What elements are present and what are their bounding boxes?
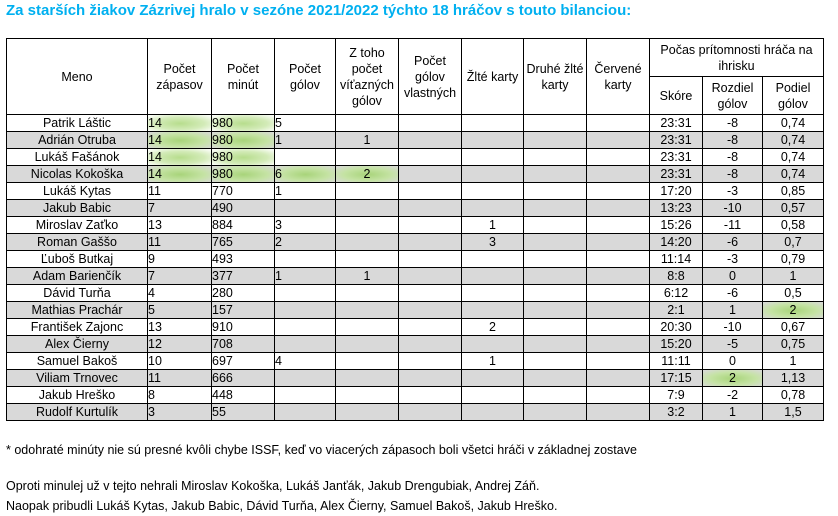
cell-name: Adrián Otruba bbox=[7, 132, 148, 149]
cell-name: Jakub Babic bbox=[7, 200, 148, 217]
cell-cervene bbox=[587, 149, 650, 166]
cell-rozdiel: 0 bbox=[703, 353, 763, 370]
cell-cervene bbox=[587, 404, 650, 421]
cell-minuty: 448 bbox=[212, 387, 275, 404]
cell-podiel: 0,74 bbox=[763, 132, 824, 149]
cell-skore: 3:2 bbox=[650, 404, 703, 421]
cell-zlte bbox=[462, 302, 524, 319]
table-row bbox=[7, 200, 824, 217]
cell-cervene bbox=[587, 268, 650, 285]
cell-druhe-zlte bbox=[524, 234, 587, 251]
cell-vlastne bbox=[399, 115, 462, 132]
cell-zapasy: 14 bbox=[148, 149, 212, 166]
header-zapasy: Počet zápasov bbox=[148, 39, 212, 115]
cell-podiel: 0,79 bbox=[763, 251, 824, 268]
page-title: Za starších žiakov Zázrivej hralo v sezóne 2021/2022 týchto 18 hráčov s touto bilanciou: bbox=[6, 2, 632, 19]
cell-skore: 2:1 bbox=[650, 302, 703, 319]
cell-zlte: 1 bbox=[462, 217, 524, 234]
cell-vlastne bbox=[399, 149, 462, 166]
cell-goly: 1 bbox=[275, 132, 336, 149]
cell-zlte bbox=[462, 115, 524, 132]
header-minuty: Počet minút bbox=[212, 39, 275, 115]
cell-zapasy: 8 bbox=[148, 387, 212, 404]
cell-druhe-zlte bbox=[524, 132, 587, 149]
cell-vlastne bbox=[399, 302, 462, 319]
table-row bbox=[7, 370, 824, 387]
cell-zlte bbox=[462, 285, 524, 302]
cell-skore: 15:20 bbox=[650, 336, 703, 353]
header-pritomnost: Počas prítomnosti hráča na ihrisku bbox=[650, 39, 824, 77]
table-row bbox=[7, 268, 824, 285]
cell-zapasy: 11 bbox=[148, 183, 212, 200]
cell-zlte bbox=[462, 132, 524, 149]
cell-name: Dávid Turňa bbox=[7, 285, 148, 302]
cell-goly: 2 bbox=[275, 234, 336, 251]
cell-druhe-zlte bbox=[524, 115, 587, 132]
cell-minuty: 490 bbox=[212, 200, 275, 217]
table-row bbox=[7, 404, 824, 421]
cell-druhe-zlte bbox=[524, 285, 587, 302]
cell-druhe-zlte bbox=[524, 268, 587, 285]
cell-goly: 4 bbox=[275, 353, 336, 370]
cell-cervene bbox=[587, 370, 650, 387]
player-stats-table bbox=[6, 38, 824, 421]
cell-skore: 11:14 bbox=[650, 251, 703, 268]
cell-skore: 7:9 bbox=[650, 387, 703, 404]
header-goly: Počet gólov bbox=[275, 39, 336, 115]
cell-rozdiel: 2 bbox=[703, 370, 763, 387]
cell-zapasy: 13 bbox=[148, 319, 212, 336]
cell-goly: 5 bbox=[275, 115, 336, 132]
cell-skore: 23:31 bbox=[650, 149, 703, 166]
cell-name: Lukáš Kytas bbox=[7, 183, 148, 200]
cell-name: Samuel Bakoš bbox=[7, 353, 148, 370]
cell-vitazne bbox=[336, 115, 399, 132]
cell-podiel: 1,5 bbox=[763, 404, 824, 421]
cell-cervene bbox=[587, 234, 650, 251]
cell-name: Miroslav Zaťko bbox=[7, 217, 148, 234]
cell-goly bbox=[275, 200, 336, 217]
cell-goly bbox=[275, 302, 336, 319]
cell-zapasy: 12 bbox=[148, 336, 212, 353]
cell-zapasy: 4 bbox=[148, 285, 212, 302]
cell-druhe-zlte bbox=[524, 370, 587, 387]
cell-name: Patrik Láštic bbox=[7, 115, 148, 132]
cell-zapasy: 3 bbox=[148, 404, 212, 421]
cell-rozdiel: -6 bbox=[703, 285, 763, 302]
header-skore: Skóre bbox=[650, 77, 703, 115]
table-row bbox=[7, 387, 824, 404]
cell-name: Viliam Trnovec bbox=[7, 370, 148, 387]
cell-podiel: 0,74 bbox=[763, 166, 824, 183]
cell-vitazne: 1 bbox=[336, 132, 399, 149]
cell-skore: 17:20 bbox=[650, 183, 703, 200]
cell-minuty: 157 bbox=[212, 302, 275, 319]
cell-minuty: 765 bbox=[212, 234, 275, 251]
cell-zapasy: 5 bbox=[148, 302, 212, 319]
cell-name: Mathias Prachár bbox=[7, 302, 148, 319]
cell-skore: 23:31 bbox=[650, 115, 703, 132]
cell-rozdiel: -3 bbox=[703, 183, 763, 200]
table-row bbox=[7, 251, 824, 268]
cell-vlastne bbox=[399, 387, 462, 404]
cell-vlastne bbox=[399, 251, 462, 268]
cell-name: Alex Čierny bbox=[7, 336, 148, 353]
cell-minuty: 980 bbox=[212, 149, 275, 166]
cell-podiel: 0,58 bbox=[763, 217, 824, 234]
table-row bbox=[7, 285, 824, 302]
cell-podiel: 0,74 bbox=[763, 115, 824, 132]
cell-name: Ľuboš Butkaj bbox=[7, 251, 148, 268]
cell-rozdiel: -3 bbox=[703, 251, 763, 268]
cell-vlastne bbox=[399, 268, 462, 285]
cell-podiel: 1,13 bbox=[763, 370, 824, 387]
table-row bbox=[7, 234, 824, 251]
cell-zlte bbox=[462, 200, 524, 217]
cell-rozdiel: -2 bbox=[703, 387, 763, 404]
cell-rozdiel: -8 bbox=[703, 166, 763, 183]
cell-rozdiel: 1 bbox=[703, 302, 763, 319]
cell-minuty: 55 bbox=[212, 404, 275, 421]
cell-goly bbox=[275, 319, 336, 336]
cell-vitazne: 1 bbox=[336, 268, 399, 285]
cell-skore: 14:20 bbox=[650, 234, 703, 251]
cell-vlastne bbox=[399, 404, 462, 421]
cell-goly bbox=[275, 336, 336, 353]
cell-cervene bbox=[587, 353, 650, 370]
cell-druhe-zlte bbox=[524, 387, 587, 404]
cell-vitazne bbox=[336, 149, 399, 166]
cell-vitazne bbox=[336, 319, 399, 336]
cell-minuty: 493 bbox=[212, 251, 275, 268]
header-meno: Meno bbox=[7, 39, 148, 115]
cell-skore: 20:30 bbox=[650, 319, 703, 336]
table-row bbox=[7, 149, 824, 166]
cell-vitazne bbox=[336, 404, 399, 421]
cell-druhe-zlte bbox=[524, 319, 587, 336]
header-cervene: Červené karty bbox=[587, 39, 650, 115]
cell-podiel: 0,5 bbox=[763, 285, 824, 302]
cell-podiel: 0,57 bbox=[763, 200, 824, 217]
cell-druhe-zlte bbox=[524, 200, 587, 217]
cell-zapasy: 14 bbox=[148, 115, 212, 132]
cell-druhe-zlte bbox=[524, 353, 587, 370]
note-arrived: Naopak pribudli Lukáš Kytas, Jakub Babic, Dávid Turňa, Alex Čierny, Samuel Bakoš, Jakub Hreško. bbox=[6, 499, 558, 513]
header-druhe-zlte: Druhé žlté karty bbox=[524, 39, 587, 115]
table-row bbox=[7, 166, 824, 183]
cell-cervene bbox=[587, 200, 650, 217]
cell-zapasy: 14 bbox=[148, 166, 212, 183]
cell-zlte bbox=[462, 404, 524, 421]
table-row bbox=[7, 319, 824, 336]
cell-minuty: 910 bbox=[212, 319, 275, 336]
cell-zlte bbox=[462, 336, 524, 353]
cell-druhe-zlte bbox=[524, 149, 587, 166]
cell-rozdiel: 0 bbox=[703, 268, 763, 285]
cell-vlastne bbox=[399, 166, 462, 183]
cell-zlte bbox=[462, 183, 524, 200]
cell-zlte bbox=[462, 251, 524, 268]
cell-cervene bbox=[587, 217, 650, 234]
cell-vlastne bbox=[399, 234, 462, 251]
cell-podiel: 1 bbox=[763, 353, 824, 370]
cell-goly bbox=[275, 370, 336, 387]
cell-goly bbox=[275, 149, 336, 166]
cell-goly bbox=[275, 404, 336, 421]
cell-cervene bbox=[587, 132, 650, 149]
cell-rozdiel: -10 bbox=[703, 200, 763, 217]
header-zlte: Žlté karty bbox=[462, 39, 524, 115]
cell-vlastne bbox=[399, 200, 462, 217]
cell-cervene bbox=[587, 387, 650, 404]
cell-name: Lukáš Fašánok bbox=[7, 149, 148, 166]
cell-vitazne bbox=[336, 387, 399, 404]
header-podiel: Podiel gólov bbox=[763, 77, 824, 115]
cell-minuty: 708 bbox=[212, 336, 275, 353]
cell-zlte: 2 bbox=[462, 319, 524, 336]
cell-zapasy: 7 bbox=[148, 268, 212, 285]
cell-goly: 1 bbox=[275, 268, 336, 285]
cell-druhe-zlte bbox=[524, 302, 587, 319]
table-row bbox=[7, 217, 824, 234]
cell-cervene bbox=[587, 285, 650, 302]
cell-vitazne bbox=[336, 200, 399, 217]
cell-vlastne bbox=[399, 183, 462, 200]
cell-vlastne bbox=[399, 132, 462, 149]
footnote: * odohraté minúty nie sú presné kvôli chybe ISSF, keď vo viacerých zápasoch boli všetci hráči v základnej zostave bbox=[6, 443, 637, 457]
cell-vitazne bbox=[336, 285, 399, 302]
cell-skore: 17:15 bbox=[650, 370, 703, 387]
table-row bbox=[7, 336, 824, 353]
cell-druhe-zlte bbox=[524, 217, 587, 234]
cell-minuty: 697 bbox=[212, 353, 275, 370]
cell-rozdiel: -11 bbox=[703, 217, 763, 234]
cell-zapasy: 7 bbox=[148, 200, 212, 217]
cell-vitazne bbox=[336, 251, 399, 268]
cell-minuty: 666 bbox=[212, 370, 275, 387]
cell-name: Roman Gaššo bbox=[7, 234, 148, 251]
table-row bbox=[7, 132, 824, 149]
cell-podiel: 0,67 bbox=[763, 319, 824, 336]
cell-zlte bbox=[462, 268, 524, 285]
header-vlastne: Počet gólov vlastných bbox=[399, 39, 462, 115]
cell-skore: 6:12 bbox=[650, 285, 703, 302]
note-departed: Oproti minulej už v tejto nehrali Miroslav Kokoška, Lukáš Janťák, Jakub Drengubiak, Andrej Záň. bbox=[6, 479, 540, 493]
cell-cervene bbox=[587, 302, 650, 319]
cell-skore: 13:23 bbox=[650, 200, 703, 217]
cell-cervene bbox=[587, 166, 650, 183]
cell-zlte bbox=[462, 166, 524, 183]
cell-cervene bbox=[587, 115, 650, 132]
cell-cervene bbox=[587, 251, 650, 268]
cell-rozdiel: -5 bbox=[703, 336, 763, 353]
cell-name: Nicolas Kokoška bbox=[7, 166, 148, 183]
cell-goly: 1 bbox=[275, 183, 336, 200]
cell-vlastne bbox=[399, 370, 462, 387]
cell-zlte: 1 bbox=[462, 353, 524, 370]
cell-podiel: 0,85 bbox=[763, 183, 824, 200]
cell-podiel: 0,78 bbox=[763, 387, 824, 404]
cell-goly bbox=[275, 251, 336, 268]
table-row bbox=[7, 183, 824, 200]
cell-zlte bbox=[462, 370, 524, 387]
cell-druhe-zlte bbox=[524, 166, 587, 183]
cell-goly: 3 bbox=[275, 217, 336, 234]
cell-goly bbox=[275, 285, 336, 302]
cell-vlastne bbox=[399, 217, 462, 234]
cell-vitazne bbox=[336, 183, 399, 200]
cell-zlte: 3 bbox=[462, 234, 524, 251]
cell-vlastne bbox=[399, 285, 462, 302]
cell-podiel: 1 bbox=[763, 268, 824, 285]
cell-skore: 8:8 bbox=[650, 268, 703, 285]
cell-vlastne bbox=[399, 319, 462, 336]
cell-druhe-zlte bbox=[524, 251, 587, 268]
cell-minuty: 377 bbox=[212, 268, 275, 285]
header-rozdiel: Rozdiel gólov bbox=[703, 77, 763, 115]
cell-zlte bbox=[462, 149, 524, 166]
cell-minuty: 280 bbox=[212, 285, 275, 302]
cell-cervene bbox=[587, 183, 650, 200]
cell-minuty: 884 bbox=[212, 217, 275, 234]
cell-name: Jakub Hreško bbox=[7, 387, 148, 404]
cell-zapasy: 14 bbox=[148, 132, 212, 149]
cell-vitazne bbox=[336, 234, 399, 251]
cell-podiel: 0,75 bbox=[763, 336, 824, 353]
cell-skore: 23:31 bbox=[650, 132, 703, 149]
cell-rozdiel: -6 bbox=[703, 234, 763, 251]
cell-druhe-zlte bbox=[524, 404, 587, 421]
table-body bbox=[7, 115, 824, 421]
cell-vitazne: 2 bbox=[336, 166, 399, 183]
cell-vlastne bbox=[399, 353, 462, 370]
cell-podiel: 2 bbox=[763, 302, 824, 319]
table-row bbox=[7, 353, 824, 370]
cell-zapasy: 10 bbox=[148, 353, 212, 370]
cell-name: Adam Barienčík bbox=[7, 268, 148, 285]
cell-vitazne bbox=[336, 217, 399, 234]
cell-minuty: 980 bbox=[212, 115, 275, 132]
cell-goly: 6 bbox=[275, 166, 336, 183]
cell-druhe-zlte bbox=[524, 336, 587, 353]
cell-vitazne bbox=[336, 302, 399, 319]
table-row bbox=[7, 115, 824, 132]
cell-rozdiel: -8 bbox=[703, 115, 763, 132]
cell-rozdiel: -8 bbox=[703, 132, 763, 149]
cell-podiel: 0,7 bbox=[763, 234, 824, 251]
cell-skore: 15:26 bbox=[650, 217, 703, 234]
cell-rozdiel: -10 bbox=[703, 319, 763, 336]
cell-zlte bbox=[462, 387, 524, 404]
cell-zapasy: 13 bbox=[148, 217, 212, 234]
cell-minuty: 980 bbox=[212, 132, 275, 149]
cell-cervene bbox=[587, 336, 650, 353]
cell-skore: 23:31 bbox=[650, 166, 703, 183]
cell-druhe-zlte bbox=[524, 183, 587, 200]
cell-zapasy: 11 bbox=[148, 370, 212, 387]
cell-zapasy: 11 bbox=[148, 234, 212, 251]
cell-rozdiel: -8 bbox=[703, 149, 763, 166]
cell-skore: 11:11 bbox=[650, 353, 703, 370]
cell-vitazne bbox=[336, 353, 399, 370]
cell-cervene bbox=[587, 319, 650, 336]
table-row bbox=[7, 302, 824, 319]
cell-minuty: 980 bbox=[212, 166, 275, 183]
cell-vlastne bbox=[399, 336, 462, 353]
cell-vitazne bbox=[336, 370, 399, 387]
cell-name: František Zajonc bbox=[7, 319, 148, 336]
cell-podiel: 0,74 bbox=[763, 149, 824, 166]
cell-name: Rudolf Kurtulík bbox=[7, 404, 148, 421]
cell-goly bbox=[275, 387, 336, 404]
cell-zapasy: 9 bbox=[148, 251, 212, 268]
cell-vitazne bbox=[336, 336, 399, 353]
cell-minuty: 770 bbox=[212, 183, 275, 200]
header-vitazne: Z toho počet víťazných gólov bbox=[336, 39, 399, 115]
cell-rozdiel: 1 bbox=[703, 404, 763, 421]
